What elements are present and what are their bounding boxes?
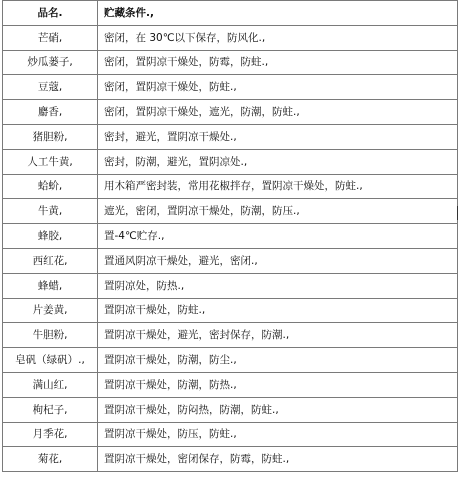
row-name: 人工牛黄, (3, 149, 98, 174)
row-condition: 置阴凉干燥处，防潮，防尘., (98, 348, 458, 373)
row-condition: 用木箱严密封装，常用花椒拌存，置阴凉干燥处，防蛀., (98, 174, 458, 199)
table-row (3, 149, 458, 174)
row-name: 月季花, (3, 422, 98, 447)
storage-conditions-table (2, 0, 458, 472)
table-header-row (3, 1, 458, 26)
row-name: 蛤蚧, (3, 174, 98, 199)
table-row (3, 124, 458, 149)
row-name: 豆蔻, (3, 75, 98, 100)
row-name: 片姜黄, (3, 298, 98, 323)
header-condition: 贮藏条件., (98, 1, 458, 26)
row-condition: 置阴凉处，防热., (98, 273, 458, 298)
row-condition: 置通风阴凉干燥处，避光，密闭., (98, 248, 458, 273)
table-row (3, 372, 458, 397)
row-name: 牛黄, (3, 199, 98, 224)
row-name: 蜂蜡, (3, 273, 98, 298)
table-row (3, 248, 458, 273)
row-condition: 置-4℃贮存., (98, 224, 458, 249)
table-row (3, 174, 458, 199)
row-name: 皂矾（绿矾）., (3, 348, 98, 373)
table-row (3, 100, 458, 125)
row-name: 牛胆粉, (3, 323, 98, 348)
row-condition: 密封，防潮，避光，置阴凉处., (98, 149, 458, 174)
table-row (3, 348, 458, 373)
row-name: 芒硝, (3, 25, 98, 50)
table-row (3, 25, 458, 50)
row-condition: 密闭，置阴凉干燥处，防霉，防蛀., (98, 50, 458, 75)
table-row (3, 50, 458, 75)
table-row (3, 323, 458, 348)
table-row (3, 224, 458, 249)
row-condition: 密闭，置阴凉干燥处，遮光，防潮，防蛀., (98, 100, 458, 125)
row-condition: 置阴凉干燥处，防蛀., (98, 298, 458, 323)
table-row (3, 422, 458, 447)
table-row (3, 75, 458, 100)
row-name: 枸杞子, (3, 397, 98, 422)
row-condition: 置阴凉干燥处，防潮，防热., (98, 372, 458, 397)
row-name: 菊花, (3, 447, 98, 472)
row-condition: 密封，避光，置阴凉干燥处., (98, 124, 458, 149)
row-name: 西红花, (3, 248, 98, 273)
header-name: 品名. (3, 1, 98, 26)
row-name: 炒瓜蒌子, (3, 50, 98, 75)
row-condition: 置阴凉干燥处，防压，防蛀., (98, 422, 458, 447)
table-row (3, 397, 458, 422)
row-condition: 置阴凉干燥处，避光，密封保存，防潮., (98, 323, 458, 348)
row-name: 满山红, (3, 372, 98, 397)
row-name: 麝香, (3, 100, 98, 125)
table-row (3, 199, 458, 224)
table-row (3, 273, 458, 298)
text-cursor-mark (457, 206, 458, 220)
row-name: 猪胆粉, (3, 124, 98, 149)
row-condition: 置阴凉干燥处，防闷热，防潮，防蛀., (98, 397, 458, 422)
row-condition: 置阴凉干燥处，密闭保存，防霉，防蛀., (98, 447, 458, 472)
row-name: 蜂胶, (3, 224, 98, 249)
row-condition: 密闭，在 30℃以下保存，防风化., (98, 25, 458, 50)
table-row (3, 447, 458, 472)
row-condition: 密闭，置阴凉干燥处，防蛀., (98, 75, 458, 100)
row-condition: 遮光，密闭，置阴凉干燥处，防潮，防压., (98, 199, 458, 224)
table-row (3, 298, 458, 323)
